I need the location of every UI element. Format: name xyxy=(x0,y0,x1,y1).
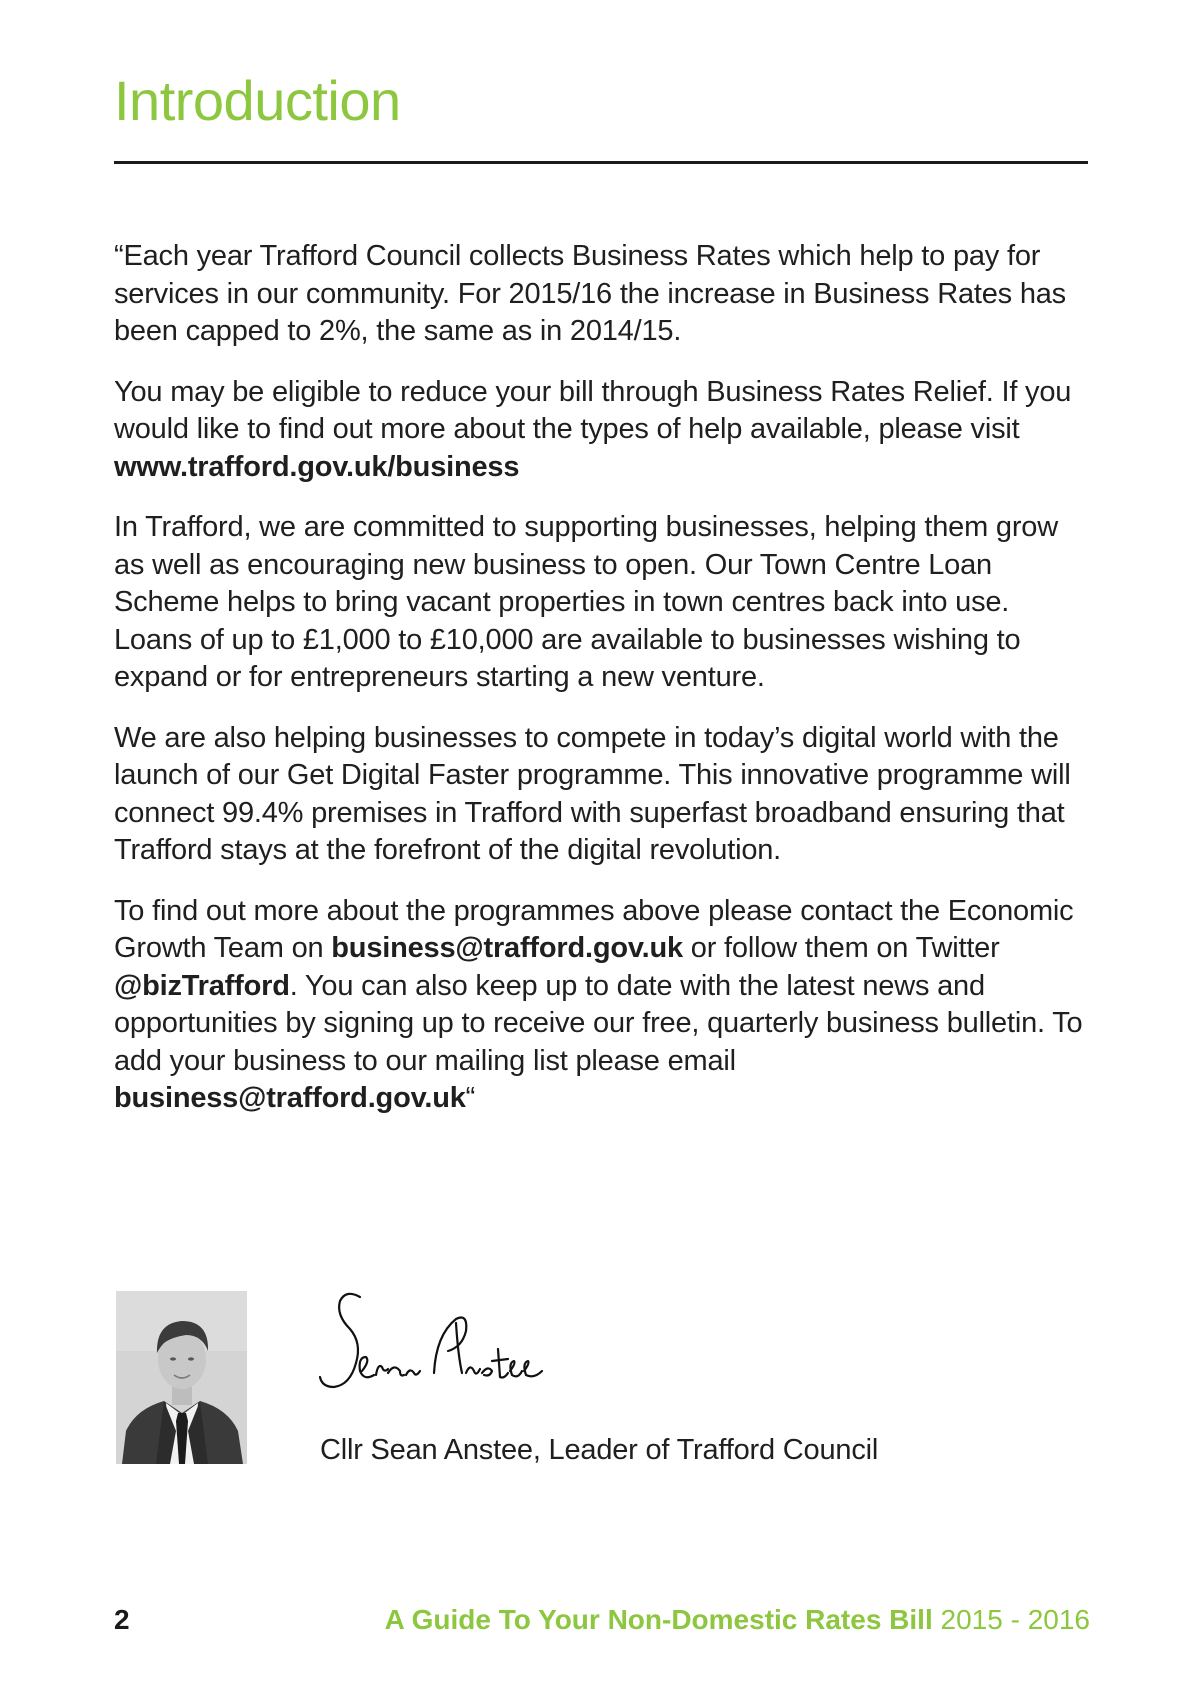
contact-text-a: To find out more about the programmes above please contact the Economic Growth Team on xyxy=(114,894,1074,964)
signature-graphic xyxy=(316,1285,566,1410)
guide-years: 2015 - 2016 xyxy=(940,1604,1090,1635)
relief-text: You may be eligible to reduce your bill through Business Rates Relief. If you would like to find out more about the types of help available, please visit xyxy=(114,375,1072,445)
footer-guide-title xyxy=(385,1604,1090,1636)
portrait-photo xyxy=(116,1291,247,1464)
title-divider xyxy=(114,161,1088,164)
councillor-portrait xyxy=(116,1291,247,1464)
email-link[interactable]: business@trafford.gov.uk xyxy=(331,932,683,964)
twitter-handle[interactable]: @bizTrafford xyxy=(114,969,290,1002)
introduction-body xyxy=(114,238,1094,1141)
business-link[interactable]: www.trafford.gov.uk/business xyxy=(114,450,520,483)
paragraph-rates: “Each year Trafford Council collects Business Rates which help to pay for services in our community. For 2015/16 the increase in Business Rates has been capped to 2%, the same as in 2014/15. xyxy=(114,240,1066,347)
closing-quote: “ xyxy=(465,1082,476,1114)
page-title: Introduction xyxy=(114,69,401,132)
paragraph-digital: We are also helping businesses to compete in today’s digital world with the launch of our Get Digital Faster programme. This innovative programme will connect 99.4% premises in Trafford with superfast broadband ensuring that Trafford stays at the forefront of the digital revolution. xyxy=(114,721,1071,866)
paragraph-contact xyxy=(114,893,1094,1118)
paragraph-relief xyxy=(114,374,1094,487)
paragraph-loan-scheme: In Trafford, we are committed to supporting businesses, helping them grow as well as encouraging new business to open. Our Town Centre Loan Scheme helps to bring vacant properties in town centres back into use. Loans of up to £1,000 to £10,000 are available to businesses wishing to expand or for entrepreneurs starting a new venture. xyxy=(114,511,1058,693)
signatory-name: Cllr Sean Anstee, Leader of Trafford Council xyxy=(320,1434,879,1466)
contact-text-c: . You can also keep up to date with the latest news and opportunities by signing up to receive our free, quarterly business bulletin. To add your business to our mailing list please email xyxy=(114,969,1083,1077)
guide-title: A Guide To Your Non-Domestic Rates Bill xyxy=(384,1604,933,1635)
page-number: 2 xyxy=(114,1604,130,1635)
email-link-2[interactable]: business@trafford.gov.uk xyxy=(114,1082,466,1114)
contact-text-b: or follow them on Twitter xyxy=(682,932,1000,964)
handwritten-signature xyxy=(316,1285,566,1410)
